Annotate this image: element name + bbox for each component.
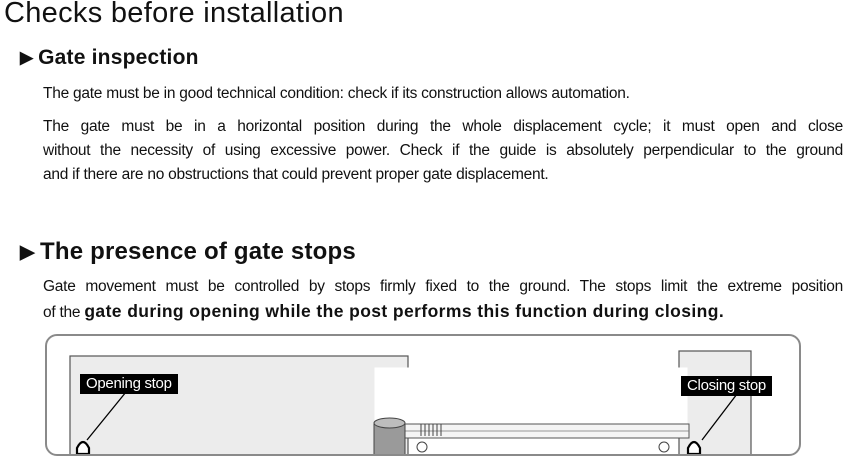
paragraph-line: The gate must be in good technical condition: check if its construction allows automation. [43, 85, 630, 102]
section-heading-gate-inspection [20, 46, 199, 70]
gate-post-right [679, 351, 751, 456]
section-heading-gate-stops [20, 238, 356, 266]
paragraph-text: of the [43, 304, 85, 321]
gate-stops-illustration [45, 334, 801, 456]
paragraph-line: without the necessity of using excessive power. Check if the guide is absolutely perpendicular to the ground [43, 142, 843, 159]
triangle-bullet-icon: ▶ [20, 242, 35, 263]
paragraph-condition [43, 82, 843, 106]
opening-stop-label: Opening stop [80, 374, 178, 394]
gate-wheel-right [659, 442, 669, 452]
paragraph-line: The gate must be in a horizontal position during the whole displacement cycle; it must open and close [43, 118, 843, 135]
gate-diagram [47, 336, 801, 456]
paragraph-line: Gate movement must be controlled by stops firmly fixed to the ground. The stops limit the extreme position [43, 278, 843, 295]
gate-wall-left [70, 356, 408, 456]
paragraph-horizontal-position [43, 115, 843, 187]
paragraph-line: and if there are no obstructions that could prevent proper gate displacement. [43, 166, 549, 183]
paragraph-gate-stops [43, 275, 843, 325]
triangle-bullet-icon: ▶ [20, 48, 34, 67]
gate-leaf [375, 368, 687, 426]
page-title: Checks before installation [4, 0, 344, 29]
section-heading-text: The presence of gate stops [39, 238, 356, 265]
opening-stop-marker [77, 442, 89, 454]
paragraph-line [43, 299, 843, 325]
gate-wheel-left [417, 442, 427, 452]
closing-stop-label: Closing stop [681, 376, 772, 396]
section-heading-text: Gate inspection [38, 46, 199, 69]
closing-stop-marker [688, 442, 700, 454]
paragraph-emphasis: gate during opening while the post performs this function during closing. [84, 301, 725, 321]
motor-top [374, 418, 405, 428]
